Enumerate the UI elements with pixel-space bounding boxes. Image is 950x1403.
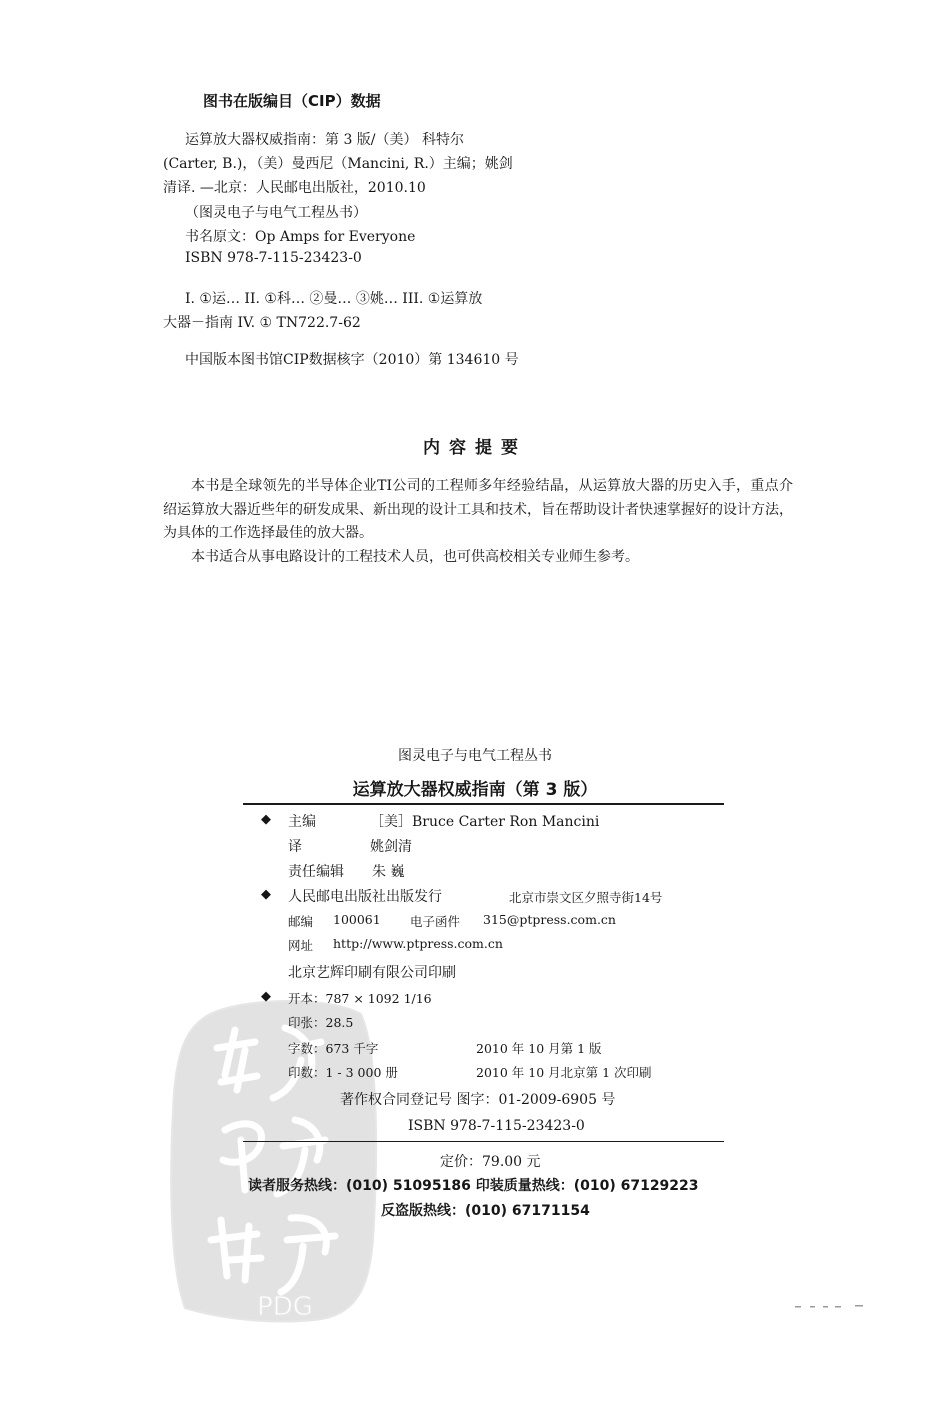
printer: 北京艺辉印刷有限公司印刷 [288, 965, 456, 981]
summary-paragraph: 本书适合从事电路设计的工程技术人员，也可供高校相关专业师生参考。 [191, 548, 639, 565]
edition: 2010 年 10 月第 1 版 [476, 1041, 602, 1056]
bullet-icon: ◆ [261, 812, 271, 827]
chief-editor-value: ［美］Bruce Carter Ron Mancini [370, 814, 600, 830]
imprint-bottom-rule [243, 1141, 724, 1142]
email-value: 315@ptpress.com.cn [483, 912, 616, 927]
series-name: 图灵电子与电气工程丛书 [398, 748, 552, 764]
translator-value: 姚剑清 [370, 839, 412, 855]
imprint-title: 运算放大器权威指南（第 3 版） [352, 780, 598, 800]
email-label: 电子函件 [410, 914, 461, 929]
print-run: 印数：1 - 3 000 册 [288, 1065, 398, 1080]
format: 开本：787 × 1092 1/16 [288, 991, 432, 1006]
postcode-label: 邮编 [288, 914, 314, 929]
scan-artifact [795, 1305, 865, 1309]
imprint-isbn: ISBN 978-7-115-23423-0 [408, 1118, 585, 1134]
bullet-icon: ◆ [261, 989, 271, 1004]
anti-piracy-hotline: 反盗版热线：(010) 67171154 [381, 1203, 590, 1219]
cip-line: 清译. —北京：人民邮电出版社，2010.10 [163, 180, 426, 196]
postcode-value: 100061 [333, 912, 381, 927]
sheets: 印张：28.5 [288, 1015, 354, 1030]
chief-editor-label: 主编 [288, 814, 316, 830]
word-count: 字数：673 千字 [288, 1041, 379, 1056]
imprint-top-rule [243, 803, 724, 805]
summary-heading: 内容提要 [423, 438, 527, 458]
website-value: http://www.ptpress.com.cn [333, 936, 503, 951]
cip-classification: I. ①运… II. ①科… ②曼… ③姚… III. ①运算放 [185, 291, 483, 307]
cip-heading: 图书在版编目（CIP）数据 [203, 92, 381, 110]
responsible-editor-value: 朱 巍 [372, 864, 405, 880]
summary-paragraph: 本书是全球领先的半导体企业TI公司的工程师多年经验结晶，从运算放大器的历史入手，重点介绍运算放大器近些年的研发成果、新出现的设计工具和技术，旨在帮助设计者快速掌握好的设计方法，为具体的工作选择最佳的放大器。 [163, 478, 793, 541]
cip-line: 书名原文：Op Amps for Everyone [185, 229, 416, 245]
publisher: 人民邮电出版社出版发行 [288, 889, 442, 905]
printing: 2010 年 10 月北京第 1 次印刷 [476, 1065, 652, 1080]
reader-service-hotline: 读者服务热线：(010) 51095186 印装质量热线：(010) 67129223 [248, 1178, 699, 1194]
watermark-label: PDG [257, 1292, 313, 1322]
copyright-registration: 著作权合同登记号 图字：01-2009-6905 号 [340, 1092, 616, 1108]
website-label: 网址 [288, 938, 314, 953]
summary-body [163, 475, 793, 569]
bullet-icon: ◆ [261, 887, 271, 902]
responsible-editor-label: 责任编辑 [288, 864, 344, 880]
publisher-address: 北京市崇文区夕照寺街14号 [509, 890, 663, 905]
cip-classification: 大器－指南 IV. ① TN722.7-62 [163, 315, 361, 331]
cip-line: (Carter, B.)，（美）曼西尼（Mancini, R.）主编；姚剑 [163, 156, 513, 172]
cip-line: （图灵电子与电气工程丛书） [185, 205, 367, 221]
cip-isbn: ISBN 978-7-115-23423-0 [185, 250, 362, 266]
price: 定价：79.00 元 [440, 1154, 541, 1170]
cip-record-number: 中国版本图书馆CIP数据核字（2010）第 134610 号 [185, 352, 519, 368]
cip-line: 运算放大器权威指南：第 3 版/（美） 科特尔 [185, 132, 464, 148]
translator-label: 译 [288, 839, 302, 855]
